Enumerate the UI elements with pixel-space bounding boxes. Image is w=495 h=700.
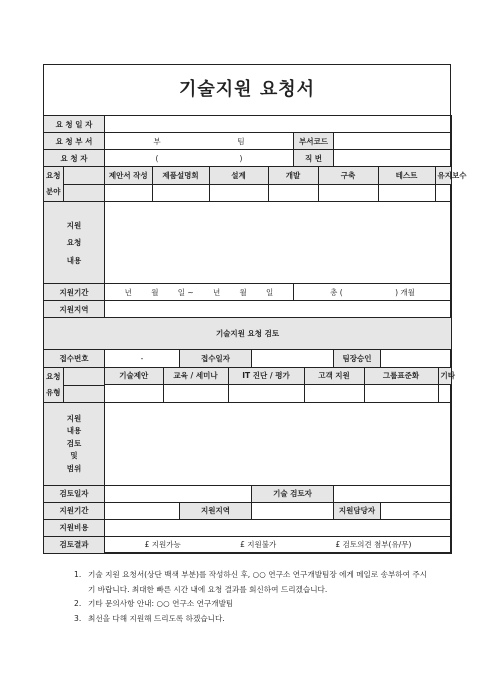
support-period2-label: 지원기간 [44,502,105,519]
form-table [43,115,467,554]
period-month2: 월 [239,287,247,297]
option-development: 개발 [268,167,318,184]
result-opinion-option[interactable]: £ 검토의견 첨부(유/무) [335,540,412,550]
support-content-field[interactable] [105,202,452,284]
result-reject-option[interactable]: £ 지원불가 [240,540,277,550]
request-field-options [105,167,467,202]
type-it-diagnosis: IT 진단 / 평가 [228,368,304,385]
period-total: 총 ( [330,287,343,297]
period-year2: 년 [212,287,221,297]
result-approve-option[interactable]: £ 지원가능 [144,540,181,550]
check-it-diagnosis[interactable] [228,385,304,402]
support-label-3: 내용 [66,255,82,265]
support-label-2: 요청 [66,238,82,248]
type-customer-support: 고객 지원 [304,368,364,385]
review-content-label [44,402,105,485]
team-approval-label: 팀장승인 [334,350,381,367]
request-type-header [44,367,105,402]
check-tech-proposal[interactable] [105,385,163,402]
check-product-briefing[interactable] [152,184,209,201]
note-number: 1. [74,570,82,579]
receipt-date-label: 접수일자 [180,350,252,367]
review-section-title: 기술지원 요청 검토 [44,318,452,350]
type-group-standard: 그룹표준화 [364,368,438,385]
note-number: 3. [74,613,82,623]
support-manager-label: 지원담당자 [334,502,381,519]
position-field[interactable] [334,150,452,167]
type-tech-proposal: 기술제안 [105,368,163,385]
check-test[interactable] [378,184,435,201]
check-maintenance[interactable] [435,184,451,201]
request-field-label-1: 요청 [46,171,61,181]
support-period2-field[interactable] [105,502,180,519]
period-year: 년 [124,287,132,297]
support-period-label: 지원기간 [44,284,105,301]
note-item [74,597,479,612]
receipt-no-value[interactable]: - [105,350,180,367]
receipt-no-label: 접수번호 [44,350,105,367]
tech-reviewer-label: 기술 검토자 [252,485,334,502]
support-region2-label: 지원지역 [180,502,252,519]
note-text: 최선을 다해 지원해 드리도록 하겠습니다. [88,613,225,623]
review-label-4: 및 [70,451,78,461]
check-build[interactable] [318,184,378,201]
support-region-field[interactable] [105,301,452,318]
request-type-label-1: 요청 [46,371,61,381]
review-date-label: 검토일자 [44,485,105,502]
team-approval-field[interactable] [381,350,452,367]
support-total-field[interactable] [294,284,452,301]
team-unit: 팀 [237,136,245,146]
period-day: 일 ~ [177,287,194,297]
review-label-3: 검토 [66,438,82,448]
dept-code-field[interactable] [334,133,452,150]
position-label: 직 번 [294,150,334,167]
period-months: ) 개월 [395,287,415,297]
option-test: 테스트 [378,167,435,184]
option-proposal: 제안서 작성 [105,167,152,184]
note-item [74,583,479,598]
request-field-label-2: 분야 [46,187,61,197]
period-month: 월 [151,287,159,297]
type-education: 교육 / 세미나 [163,368,228,385]
request-date-field[interactable] [105,116,452,133]
request-dept-label: 요 청 부 서 [44,133,105,150]
note-text: 기술 지원 요청서(상단 백색 부분)를 작성하신 후, ○○ 연구소 연구개발팀장 에게 메일로 송부하여 주시 [88,570,428,579]
form-title: 기술지원 요청서 [179,79,315,100]
request-form [43,64,467,553]
period-day2: 일 [266,287,274,297]
review-content-field[interactable] [105,402,452,485]
dept-code-label: 부서코드 [294,133,334,150]
support-label-1: 지원 [66,220,82,230]
requester-label: 요 청 자 [44,150,105,167]
support-cost-label: 지원비용 [44,519,105,536]
note-item [74,568,479,583]
note-text: 기 바랍니다. 최대한 빠른 시간 내에 요청 결과를 회신하여 드리겠습니다. [88,584,328,594]
option-maintenance: 유지보수 [435,167,451,184]
receipt-date-field[interactable] [252,350,334,367]
check-design[interactable] [209,184,268,201]
support-cost-field[interactable] [105,519,452,536]
note-item [74,612,479,627]
support-region-label: 지원지역 [44,301,105,318]
review-label-5: 범위 [66,463,82,473]
request-date-label: 요 청 일 자 [44,116,105,133]
review-label-1: 지원 [66,413,82,423]
review-result-options [105,536,452,553]
option-product-briefing: 제품설명회 [152,167,209,184]
option-design: 설계 [209,167,268,184]
notes-list [74,568,479,626]
check-group-standard[interactable] [364,385,438,402]
check-customer-support[interactable] [304,385,364,402]
request-field-header [44,167,105,202]
paren-close: ) [239,153,243,163]
support-period-field[interactable] [105,284,294,301]
check-development[interactable] [268,184,318,201]
option-build: 구축 [318,167,378,184]
review-label-2: 내용 [66,426,82,436]
request-type-label-2: 유형 [46,387,61,397]
dept-unit: 부 [153,136,161,146]
requester-field[interactable] [105,150,294,167]
note-number: 2. [74,599,82,608]
review-date-field[interactable] [105,485,252,502]
check-education[interactable] [163,385,228,402]
support-region2-field[interactable] [252,502,334,519]
support-content-label [44,202,105,284]
tech-reviewer-field[interactable] [334,485,452,502]
request-dept-field[interactable] [105,133,294,150]
check-other[interactable] [438,385,451,402]
paren-open: ( [155,153,159,163]
type-other: 기타 [438,368,451,385]
support-manager-field[interactable] [381,502,452,519]
review-result-label: 검토결과 [44,536,105,553]
request-type-options [105,367,455,402]
check-proposal[interactable] [105,184,152,201]
note-text: 기타 문의사항 안내: ○○ 연구소 연구개발팀 [88,599,234,608]
